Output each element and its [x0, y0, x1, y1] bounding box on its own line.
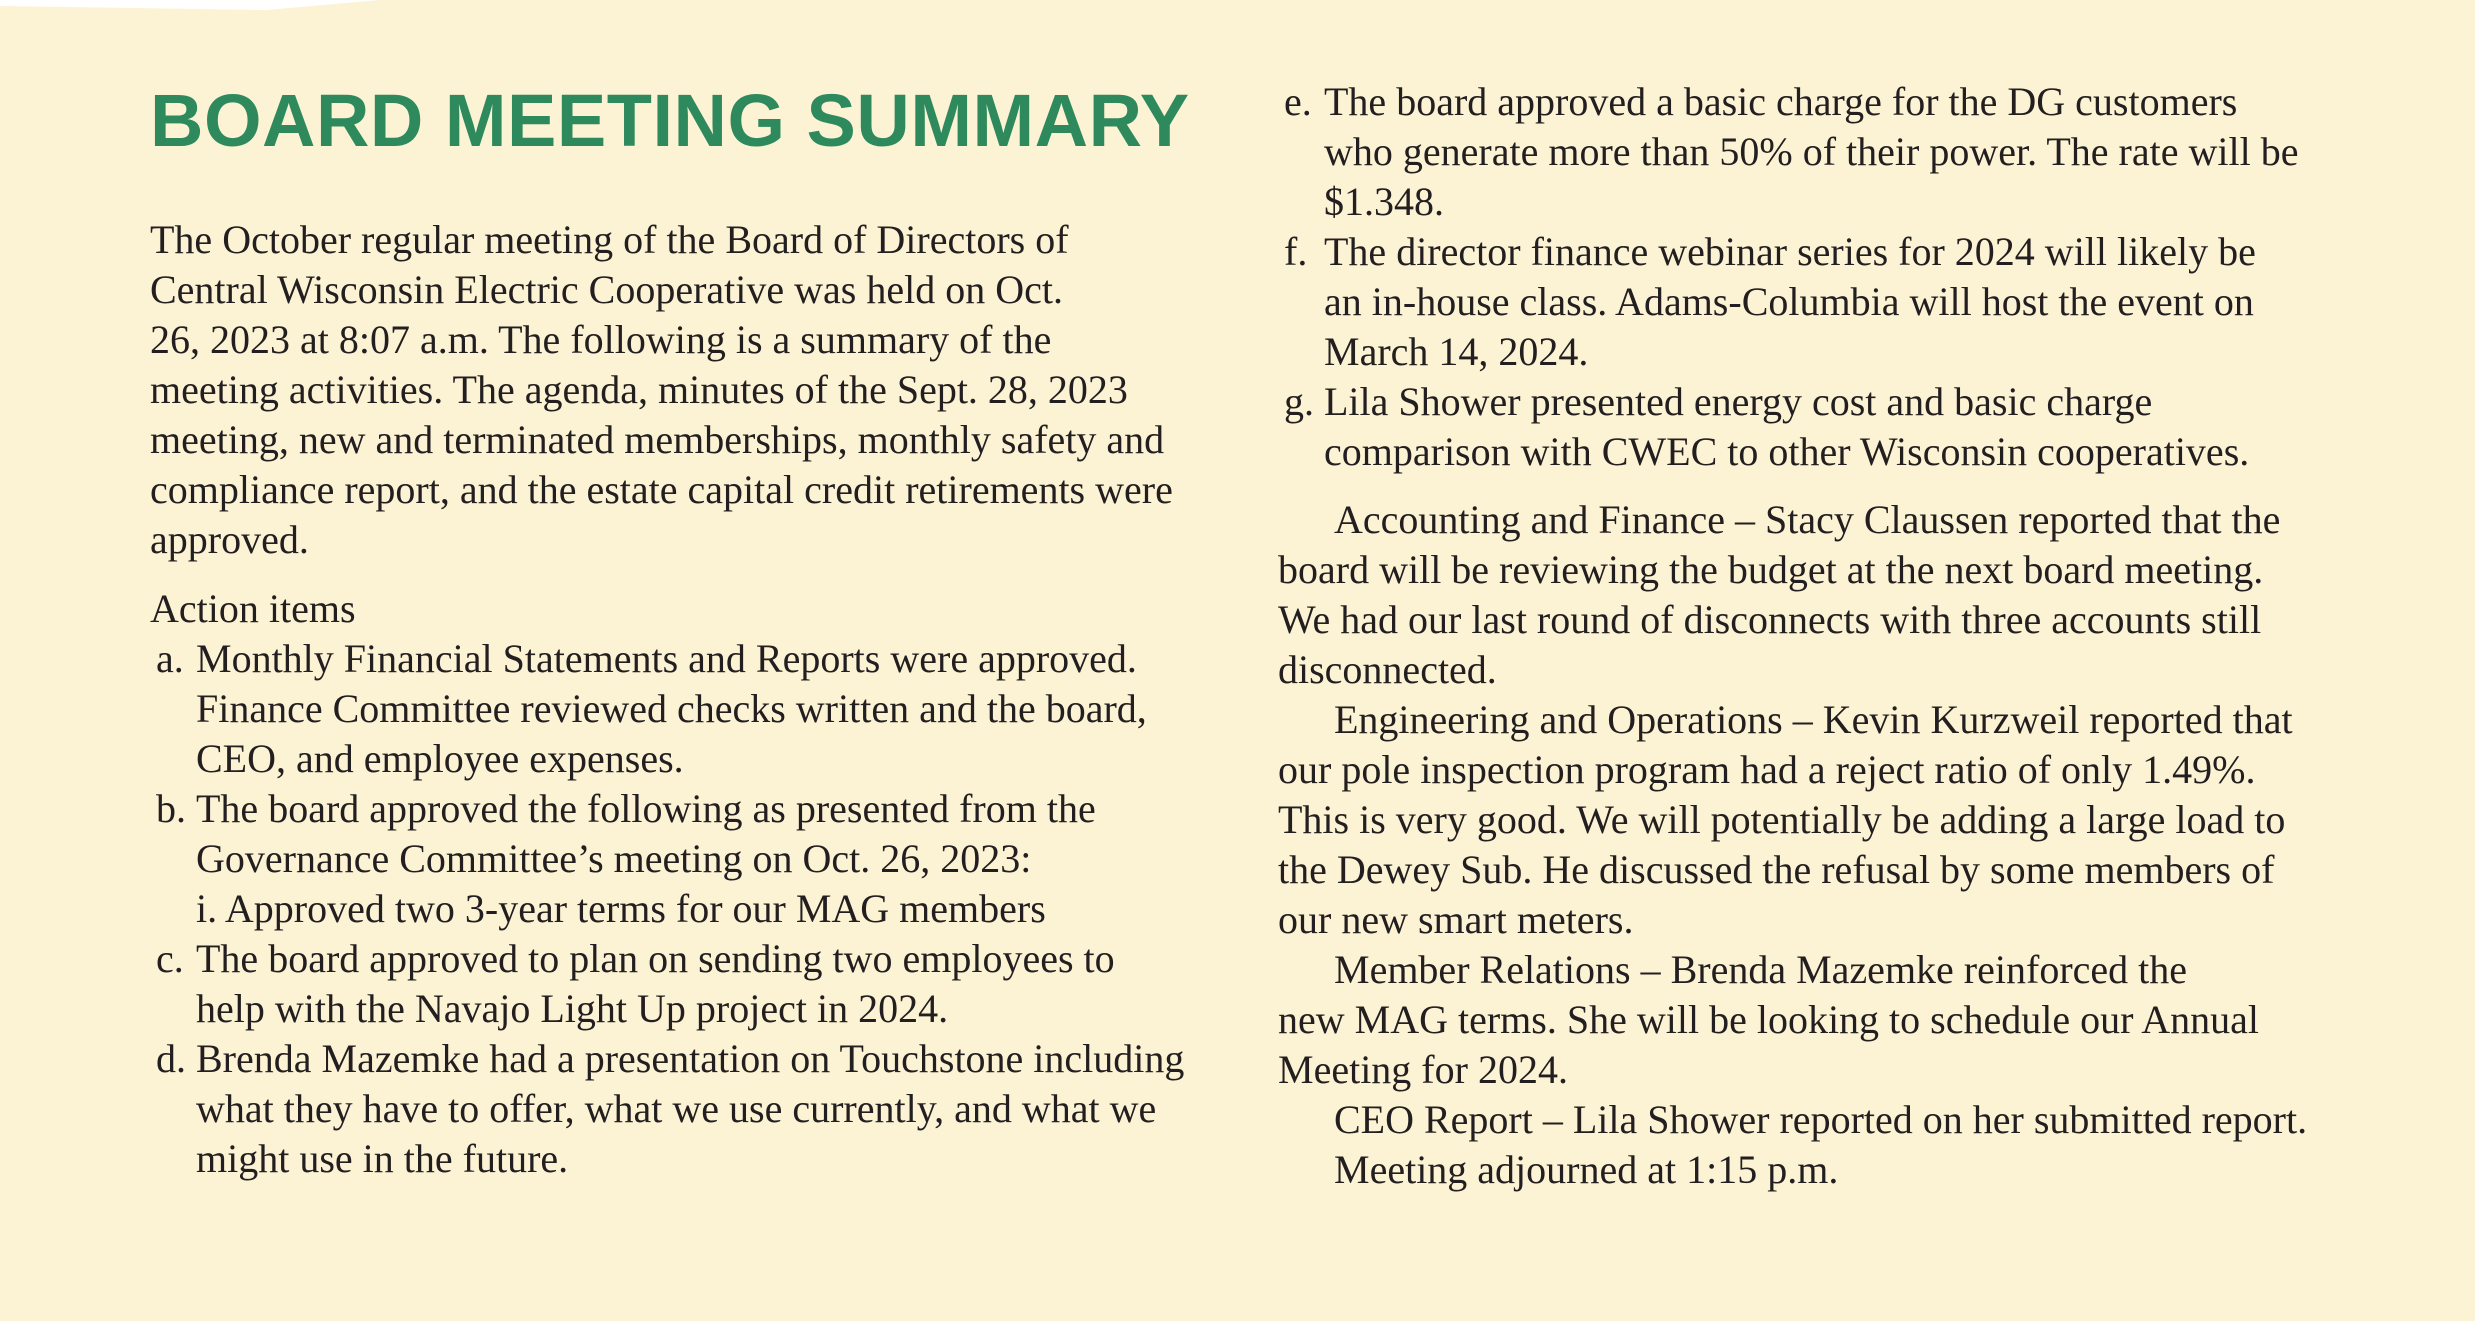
report-line-indented: Meeting adjourned at 1:15 p.m.: [1334, 1147, 1839, 1192]
list-item-line: might use in the future.: [196, 1136, 569, 1181]
list-marker: a.: [156, 636, 184, 681]
intro-line: 26, 2023 at 8:07 a.m. The following is a summary of the: [150, 317, 1052, 362]
list-item-line: The board approved to plan on sending two employees to: [196, 936, 1115, 981]
list-marker: f.: [1284, 229, 1308, 274]
list-item-line: help with the Navajo Light Up project in 2024.: [196, 986, 949, 1031]
report-line: the Dewey Sub. He discussed the refusal by some members of: [1278, 847, 2275, 892]
action-items-heading: Action items: [150, 586, 356, 631]
list-item-line: Finance Committee reviewed checks written and the board,: [196, 686, 1147, 731]
list-item-line: The board approved the following as presented from the: [196, 786, 1096, 831]
report-line-indented: CEO Report – Lila Shower reported on her submitted report.: [1334, 1097, 2308, 1142]
list-item-line: comparison with CWEC to other Wisconsin cooperatives.: [1324, 429, 2250, 474]
report-line: This is very good. We will potentially be adding a large load to: [1278, 797, 2286, 842]
list-marker: b.: [156, 786, 186, 831]
page-title: BOARD MEETING SUMMARY: [150, 79, 1190, 162]
list-item-line: who generate more than 50% of their power. The rate will be: [1324, 129, 2299, 174]
list-item-line: i. Approved two 3-year terms for our MAG members: [196, 886, 1046, 931]
intro-line: Central Wisconsin Electric Cooperative was held on Oct.: [150, 267, 1063, 312]
list-item-line: an in-house class. Adams-Columbia will host the event on: [1324, 279, 2254, 324]
report-line: disconnected.: [1278, 647, 1497, 692]
intro-line: approved.: [150, 517, 309, 562]
list-item-line: The director finance webinar series for 2024 will likely be: [1324, 229, 2256, 274]
list-item-line: Monthly Financial Statements and Reports were approved.: [196, 636, 1137, 681]
report-line: Meeting for 2024.: [1278, 1047, 1568, 1092]
intro-line: meeting activities. The agenda, minutes of the Sept. 28, 2023: [150, 367, 1128, 412]
report-line: our pole inspection program had a reject ratio of only 1.49%.: [1278, 747, 2256, 792]
list-item-line: Governance Committee’s meeting on Oct. 26, 2023:: [196, 836, 1032, 881]
list-item-line: The board approved a basic charge for the DG customers: [1324, 79, 2238, 124]
report-line-indented: Member Relations – Brenda Mazemke reinforced the: [1334, 947, 2188, 992]
intro-line: The October regular meeting of the Board of Directors of: [150, 217, 1069, 262]
report-line: our new smart meters.: [1278, 897, 1634, 942]
report-line: board will be reviewing the budget at the next board meeting.: [1278, 547, 2264, 592]
list-item-line: March 14, 2024.: [1324, 329, 1589, 374]
top-edge-fragment: [0, 0, 380, 10]
list-marker: g.: [1284, 379, 1314, 424]
report-line: new MAG terms. She will be looking to schedule our Annual: [1278, 997, 2259, 1042]
report-line: We had our last round of disconnects with three accounts still: [1278, 597, 2262, 642]
list-item-line: $1.348.: [1324, 179, 1444, 224]
list-item-line: what they have to offer, what we use currently, and what we: [196, 1086, 1157, 1131]
list-marker: d.: [156, 1036, 186, 1081]
intro-line: compliance report, and the estate capital credit retirements were: [150, 467, 1173, 512]
report-line-indented: Engineering and Operations – Kevin Kurzweil reported that: [1334, 697, 2293, 742]
intro-line: meeting, new and terminated memberships, monthly safety and: [150, 417, 1165, 462]
list-marker: e.: [1284, 79, 1312, 124]
report-line-indented: Accounting and Finance – Stacy Claussen reported that the: [1334, 497, 2281, 542]
list-item-line: Lila Shower presented energy cost and basic charge: [1324, 379, 2153, 424]
list-marker: c.: [156, 936, 184, 981]
list-item-line: Brenda Mazemke had a presentation on Touchstone including: [196, 1036, 1185, 1081]
list-item-line: CEO, and employee expenses.: [196, 736, 684, 781]
